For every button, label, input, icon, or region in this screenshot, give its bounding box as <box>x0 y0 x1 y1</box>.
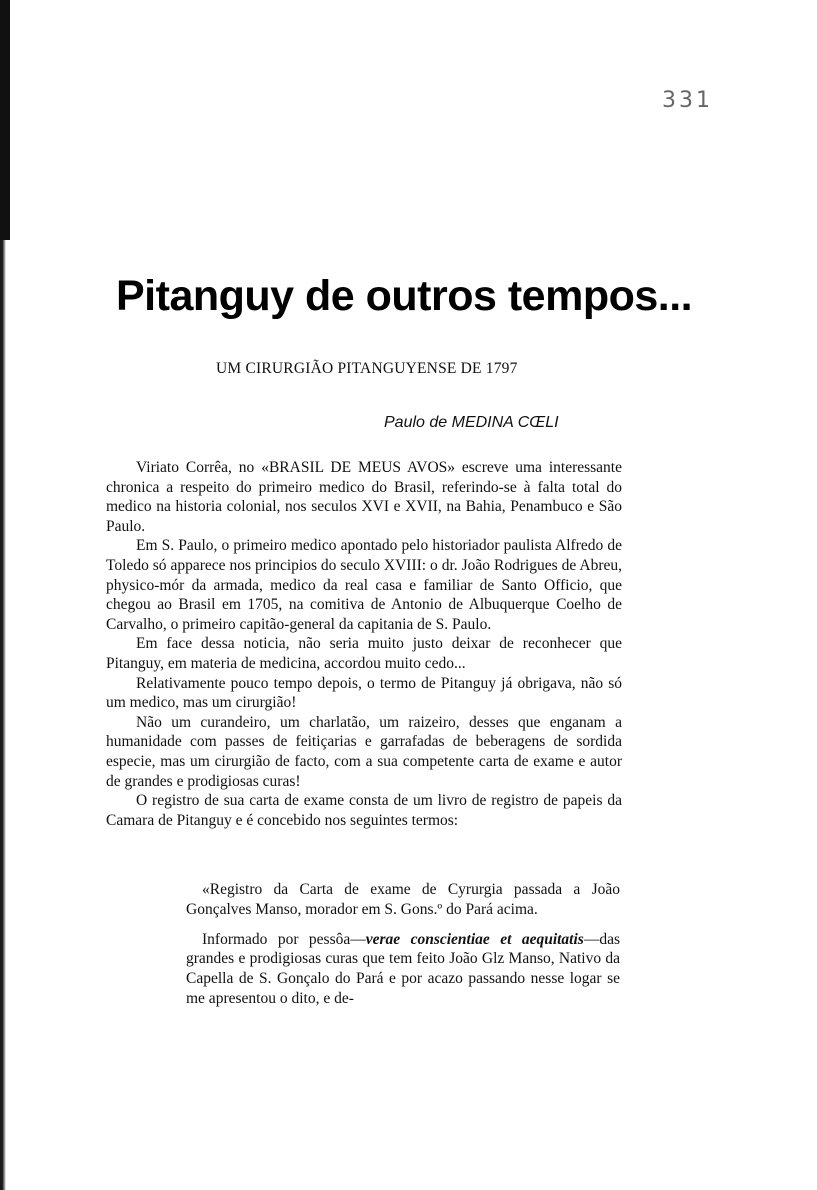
quote-paragraph <box>186 930 620 1009</box>
latin-phrase: verae conscientiae et aequitatis <box>365 930 584 948</box>
paragraph: Viriato Corrêa, no «BRASIL DE MEUS AVOS» escreve uma interessante chronica a respeito do primeiro medico do Brasil, referindo-se à falta total do medico na historia colonial, nos seculos XVI e XVII, na Bahia, Penambuco e São Paulo. <box>106 459 622 535</box>
article-title: Pitanguy de outros tempos... <box>116 272 693 320</box>
article-body <box>106 458 622 830</box>
paragraph: Relativamente pouco tempo depois, o termo de Pitanguy já obrigava, não só um medico, mas um cirurgião! <box>106 674 622 712</box>
page-number: 331 <box>662 88 713 113</box>
article-author: Paulo de MEDINA CŒLI <box>384 414 559 431</box>
quote-text: Informado por pessôa— <box>202 930 366 948</box>
paragraph: Em S. Paulo, o primeiro medico apontado pelo historiador paulista Alfredo de Toledo só apparece nos principios do seculo XVIII: o dr. João Rodrigues de Abreu, physico-mór da armada, medico da real casa e familiar de Santo Officio, que chegou ao Brasil em 1705, na comitiva de Antonio de Albuquerque Coelho de Carvalho, o primeiro capitão-general da capitania de S. Paulo. <box>106 537 622 633</box>
quoted-register <box>186 880 620 1019</box>
paragraph: Em face dessa noticia, não seria muito justo deixar de reconhecer que Pitanguy, em materia de medicina, accordou muito cedo... <box>106 635 622 672</box>
paragraph: O registro de sua carta de exame consta de um livro de registro de papeis da Camara de Pitanguy e é concebido nos seguintes termos: <box>106 792 622 829</box>
quote-text: —das grandes e prodigiosas curas que tem feito João Glz Manso, Nativo da Capella de S. Gonçalo do Pará e por acazo passando nesse logar se me apresentou o dito, e de- <box>186 930 621 1007</box>
article-subtitle: UM CIRURGIÃO PITANGUYENSE DE 1797 <box>216 360 518 377</box>
scan-edge-binding <box>0 0 10 240</box>
paragraph: Não um curandeiro, um charlatão, um raizeiro, desses que enganam a humanidade com passes de feitiçarias e garrafadas de beberagens de sordida especie, mas um cirurgião de facto, com a sua competente carta de exame e autor de grandes e prodigiosas curas! <box>106 713 622 790</box>
quote-paragraph: «Registro da Carta de exame de Cyrurgia passada a João Gonçalves Manso, morador em S. Gons.º do Pará acima. <box>186 881 620 918</box>
